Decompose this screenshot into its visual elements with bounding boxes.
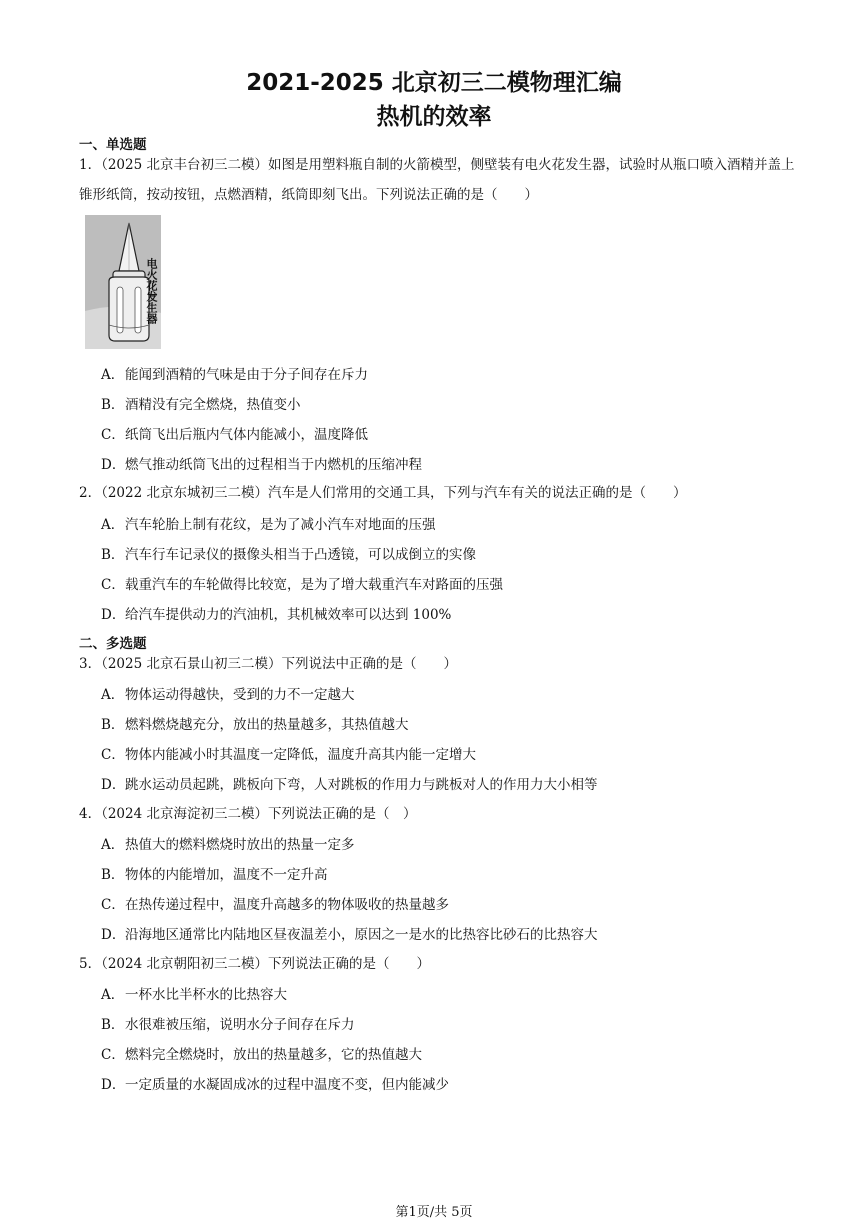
option-letter: B． — [101, 397, 125, 413]
question-5-option-c — [101, 1046, 801, 1064]
question-5-option-d — [101, 1076, 801, 1094]
option-text: 物体运动得越快，受到的力不一定越大 — [125, 687, 355, 703]
option-letter: A． — [101, 987, 125, 1003]
option-text: 热值大的燃料燃烧时放出的热量一定多 — [125, 837, 355, 853]
option-letter: C． — [101, 577, 125, 593]
question-1-option-b — [101, 396, 801, 414]
option-letter: C． — [101, 1047, 125, 1063]
option-letter: A． — [101, 517, 125, 533]
question-1-option-c — [101, 426, 801, 444]
question-4-stem: 4．（2024 北京海淀初三二模）下列说法正确的是（ ） — [79, 806, 417, 822]
option-text: 一杯水比半杯水的比热容大 — [125, 987, 287, 1003]
option-text: 燃气推动纸筒飞出的过程相当于内燃机的压缩冲程 — [125, 457, 422, 473]
question-1-option-a — [101, 366, 801, 384]
question-2-option-a — [101, 516, 801, 534]
question-3-option-a — [101, 686, 801, 704]
option-text: 给汽车提供动力的汽油机，其机械效率可以达到 100% — [125, 607, 452, 623]
figure-label-spark-generator: 电火花发生器 — [145, 258, 158, 324]
section-multiple-choice: 二、多选题 — [79, 636, 147, 652]
option-letter: B． — [101, 547, 125, 563]
option-text: 一定质量的水凝固成冰的过程中温度不变，但内能减少 — [125, 1077, 449, 1093]
section-single-choice: 一、单选题 — [79, 137, 147, 153]
question-5-option-a — [101, 986, 801, 1004]
question-3-option-b — [101, 716, 801, 734]
question-4-option-c — [101, 896, 801, 914]
question-3-option-c — [101, 746, 801, 764]
option-text: 在热传递过程中，温度升高越多的物体吸收的热量越多 — [125, 897, 449, 913]
question-4-option-d — [101, 926, 801, 944]
option-letter: B． — [101, 717, 125, 733]
question-2-option-c — [101, 576, 801, 594]
option-text: 载重汽车的车轮做得比较宽，是为了增大载重汽车对路面的压强 — [125, 577, 503, 593]
option-letter: D． — [101, 457, 126, 473]
option-letter: A． — [101, 837, 125, 853]
option-text: 能闻到酒精的气味是由于分子间存在斥力 — [125, 367, 368, 383]
option-text: 燃料燃烧越充分，放出的热量越多，其热值越大 — [125, 717, 409, 733]
option-text: 汽车轮胎上制有花纹，是为了减小汽车对地面的压强 — [125, 517, 436, 533]
question-4-option-a — [101, 836, 801, 854]
option-letter: A． — [101, 687, 125, 703]
option-letter: D． — [101, 777, 126, 793]
option-text: 汽车行车记录仪的摄像头相当于凸透镜，可以成倒立的实像 — [125, 547, 476, 563]
option-letter: B． — [101, 1017, 125, 1033]
option-text: 沿海地区通常比内陆地区昼夜温差小，原因之一是水的比热容比砂石的比热容大 — [125, 927, 598, 943]
question-1-option-d — [101, 456, 801, 474]
option-letter: B． — [101, 867, 125, 883]
option-text: 跳水运动员起跳，跳板向下弯，人对跳板的作用力与跳板对人的作用力大小相等 — [125, 777, 598, 793]
option-text: 燃料完全燃烧时，放出的热量越多，它的热值越大 — [125, 1047, 422, 1063]
option-letter: D． — [101, 1077, 126, 1093]
option-text: 物体内能减小时其温度一定降低，温度升高其内能一定增大 — [125, 747, 476, 763]
option-text: 纸筒飞出后瓶内气体内能减小，温度降低 — [125, 427, 368, 443]
question-5-stem: 5．（2024 北京朝阳初三二模）下列说法正确的是（ ） — [79, 956, 430, 972]
title-line-1: 2021-2025 北京初三二模物理汇编 — [246, 70, 622, 96]
option-letter: C． — [101, 747, 125, 763]
option-letter: A． — [101, 367, 125, 383]
question-3-stem: 3．（2025 北京石景山初三二模）下列说法中正确的是（ ） — [79, 656, 457, 672]
question-4-option-b — [101, 866, 801, 884]
question-1-stem: 1．（2025 北京丰台初三二模）如图是用塑料瓶自制的火箭模型，侧壁装有电火花发生器，试验时从瓶口喷入酒精并盖上锥形纸筒，按动按钮，点燃酒精，纸筒即刻飞出。下列说法正确的是（ ） — [79, 157, 795, 203]
question-2-stem: 2．（2022 北京东城初三二模）汽车是人们常用的交通工具，下列与汽车有关的说法正确的是（ ） — [79, 485, 687, 501]
option-letter: C． — [101, 897, 125, 913]
question-2-option-b — [101, 546, 801, 564]
option-letter: C． — [101, 427, 125, 443]
option-text: 物体的内能增加，温度不一定升高 — [125, 867, 328, 883]
title-line-2: 热机的效率 — [376, 104, 492, 130]
question-2-option-d — [101, 606, 801, 624]
option-letter: D． — [101, 927, 126, 943]
question-5-option-b — [101, 1016, 801, 1034]
question-3-option-d — [101, 776, 801, 794]
page-number-footer: 第1页/共 5页 — [395, 1205, 473, 1220]
option-text: 酒精没有完全燃烧，热值变小 — [125, 397, 301, 413]
option-letter: D． — [101, 607, 126, 623]
document-title — [0, 66, 868, 134]
option-text: 水很难被压缩，说明水分子间存在斥力 — [125, 1017, 355, 1033]
